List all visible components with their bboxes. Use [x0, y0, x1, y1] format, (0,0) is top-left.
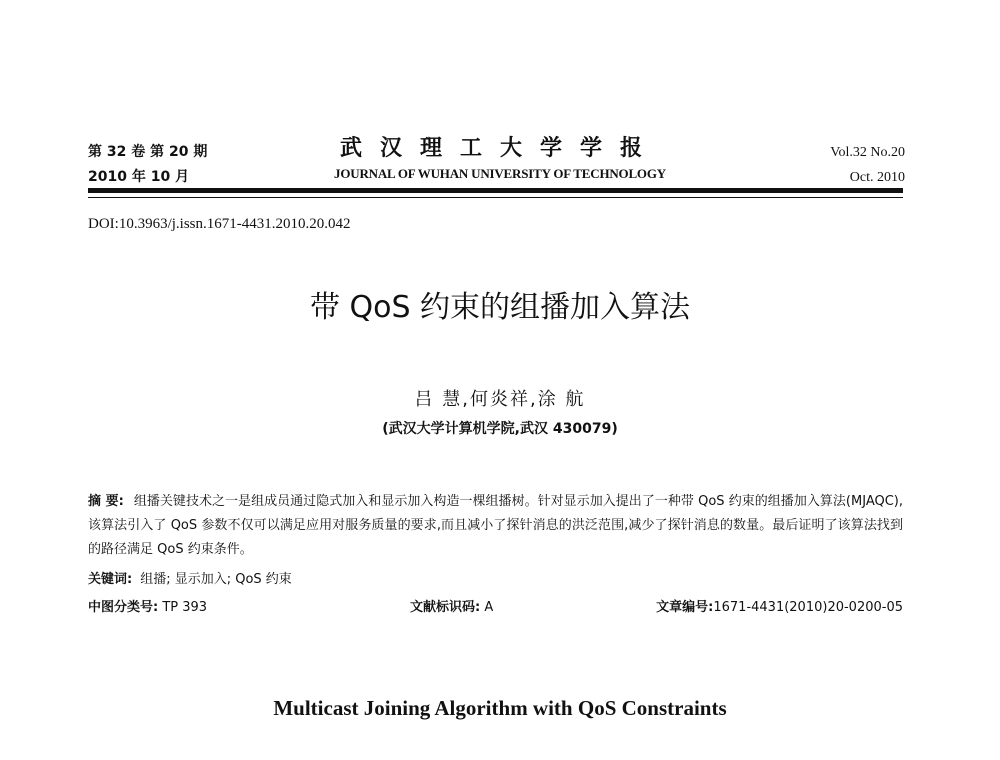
keywords [88, 568, 292, 592]
article-label: 文章编号: [656, 600, 714, 615]
clc-value: TP 393 [162, 600, 208, 615]
journal-name-en: JOURNAL OF WUHAN UNIVERSITY OF TECHNOLOGY [334, 166, 666, 181]
document-code [410, 596, 493, 620]
volume-issue-cn: 第 32 卷 第 20 期 [88, 144, 208, 160]
article-value: 1671-4431(2010)20-0200-05 [713, 600, 903, 615]
authors: 吕 慧,何炎祥,涂 航 [414, 389, 586, 410]
abstract [88, 490, 903, 562]
abstract-text: 组播关键技术之一是组成员通过隐式加入和显示加入构造一棵组播树。针对显示加入提出了一种带 QoS 约束的组播加入算法(MJAQC),该算法引入了 QoS 参数不仅可以满足应用对服务质量的要求,而且减小了探针消息的洪泛范围,减少了探针消息的数量。最后证明了该算法找到的路径满足 QoS 约束条件。 [88, 494, 903, 557]
clc-number [88, 596, 207, 620]
date-cn: 2010 年 10 月 [88, 169, 190, 185]
doc-code-label: 文献标识码: [410, 600, 481, 615]
doc-code-value: A [484, 600, 494, 615]
journal-masthead [250, 134, 750, 184]
header-left [88, 140, 207, 190]
keywords-label: 关键词: [88, 572, 133, 587]
header-rule-thin [88, 197, 903, 198]
affiliation: (武汉大学计算机学院,武汉 430079) [382, 421, 618, 437]
date-en: Oct. 2010 [849, 170, 905, 185]
article-number [656, 596, 903, 620]
volume-issue-en: Vol.32 No.20 [830, 145, 905, 160]
journal-name-cn: 武汉理工大学学报 [339, 135, 660, 161]
header-right [830, 140, 905, 190]
header-rule-thick [88, 188, 903, 193]
keywords-text: 组播; 显示加入; QoS 约束 [140, 572, 292, 587]
paper-title-en: Multicast Joining Algorithm with QoS Constraints [273, 696, 727, 720]
paper-title-cn: 带 QoS 约束的组播加入算法 [309, 290, 691, 325]
abstract-label: 摘 要: [88, 494, 124, 509]
doi: DOI:10.3963/j.issn.1671-4431.2010.20.042 [88, 216, 351, 232]
clc-label: 中图分类号: [88, 600, 159, 615]
